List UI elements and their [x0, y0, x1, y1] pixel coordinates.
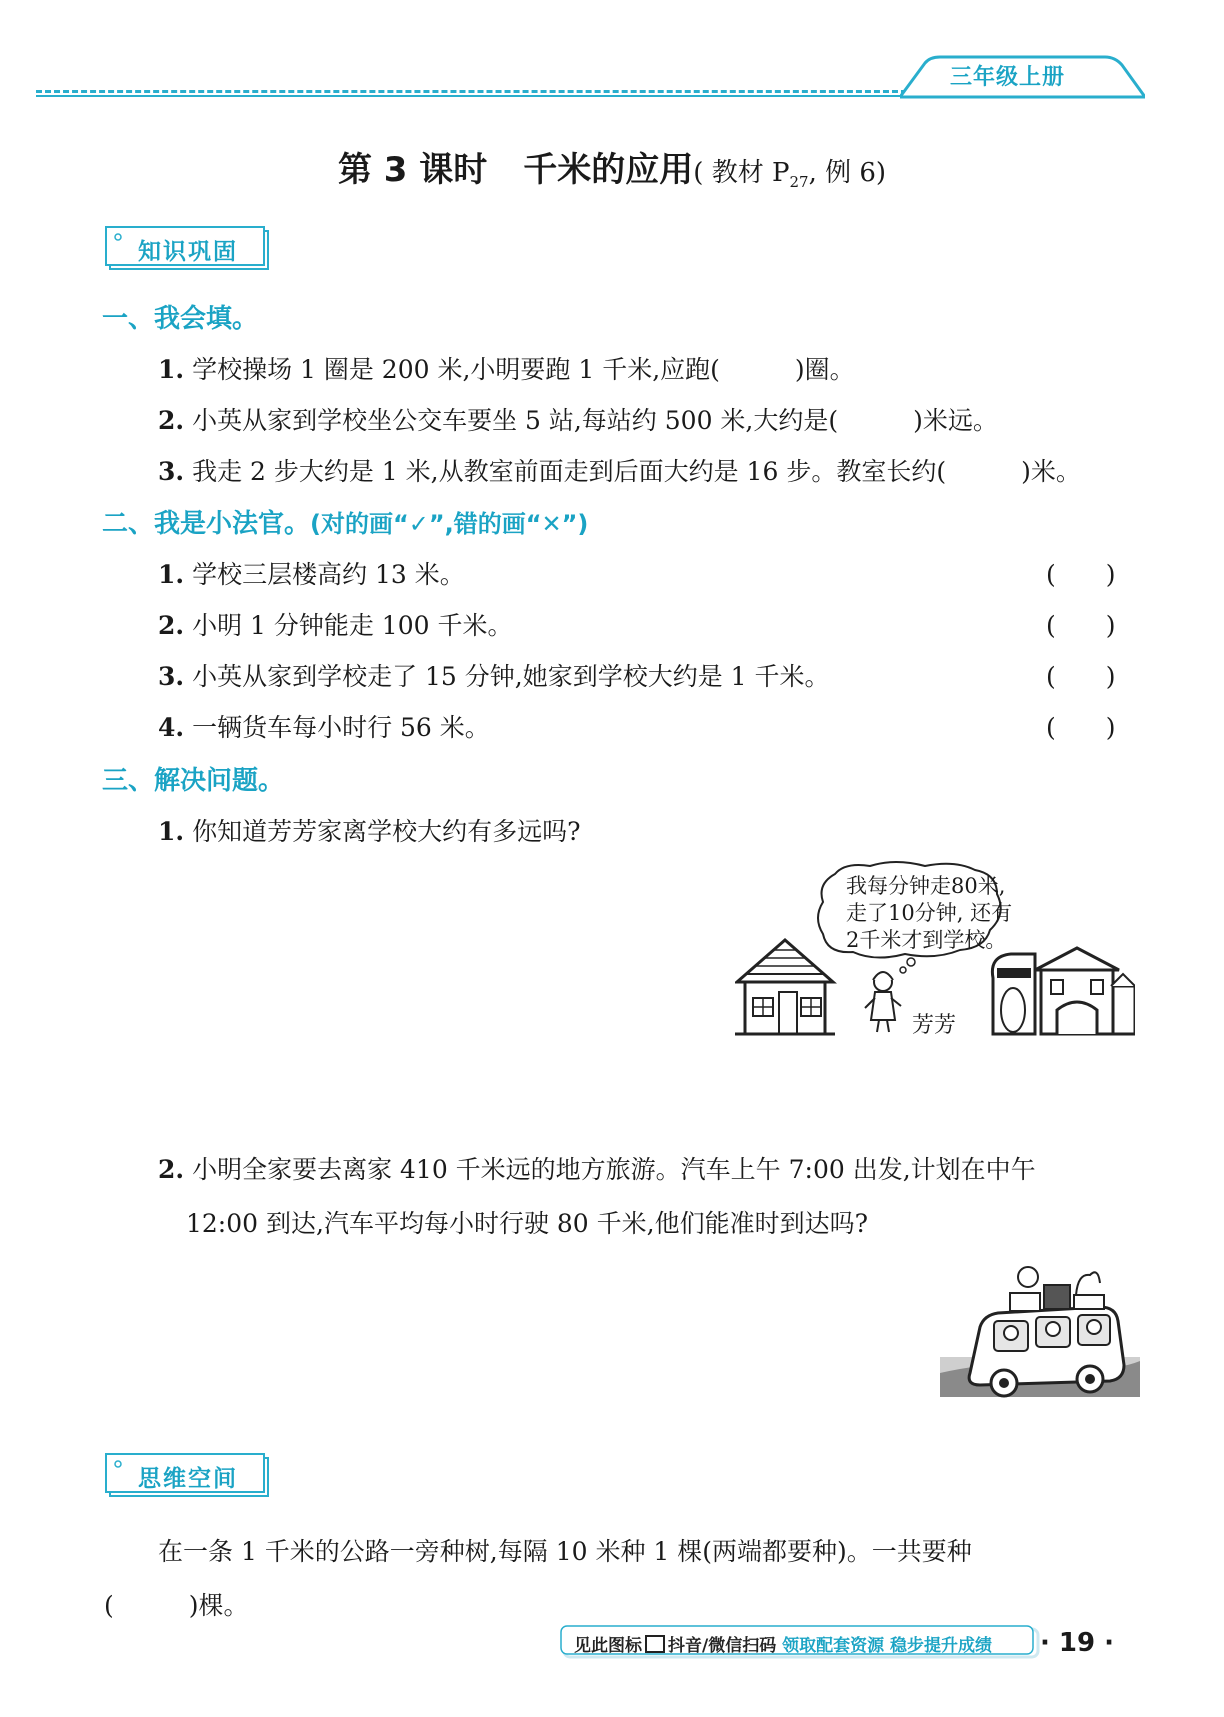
home-house-icon	[735, 940, 835, 1034]
part2-question-2: 2. 小明 1 分钟能走 100 千米。	[158, 611, 513, 640]
part2-heading: 二、我是小法官。	[102, 509, 311, 539]
part2-question-3: 3. 小英从家到学校走了 15 分钟,她家到学校大约是 1 千米。	[158, 662, 830, 691]
header-rule	[36, 95, 916, 97]
school-building-icon	[992, 948, 1135, 1034]
page-title	[0, 142, 1224, 191]
part3-question-2-line2: 12:00 到达,汽车平均每小时行驶 80 千米,他们能准时到达吗?	[186, 1209, 868, 1238]
footer-banner-text: 见此图标 抖音/微信扫码 领取配套资源 稳步提升成绩	[574, 1636, 993, 1656]
part2-note: (对的画“✓”,错的画“✕”)	[310, 510, 589, 538]
girl-fangfang-icon	[865, 958, 915, 1032]
title-topic: 千米的应用	[523, 150, 694, 190]
speech-line-2: 走了10分钟, 还有	[846, 901, 1013, 925]
part2-heading-row	[102, 503, 588, 540]
header-dashed-line	[36, 90, 916, 93]
part3-question-1: 1. 你知道芳芳家离学校大约有多远吗?	[158, 817, 581, 846]
section-title-knowledge: 知识巩固	[138, 239, 238, 265]
part2-question-4: 4. 一辆货车每小时行 56 米。	[158, 713, 490, 742]
page-number: · 19 ·	[1040, 1628, 1115, 1658]
grade-tab-label: 三年级上册	[950, 65, 1066, 90]
family-car-illustration	[940, 1255, 1140, 1405]
title-lesson: 第 3 课时	[337, 150, 488, 190]
part3-question-2-line1: 2. 小明全家要去离家 410 千米远的地方旅游。汽车上午 7:00 出发,计划在中午	[158, 1155, 1036, 1184]
thinking-question-line1: 在一条 1 千米的公路一旁种树,每隔 10 米种 1 棵(两端都要种)。一共要种	[158, 1537, 972, 1566]
speech-line-3: 2千米才到学校。	[846, 928, 1007, 952]
part2-answer-4[interactable]: ( )	[1046, 713, 1116, 742]
part1-question-2: 2. 小英从家到学校坐公交车要坐 5 站,每站约 500 米,大约是( )米远。	[158, 406, 998, 435]
part2-question-1: 1. 学校三层楼高约 13 米。	[158, 560, 465, 589]
part2-answer-3[interactable]: ( )	[1046, 662, 1116, 691]
thinking-question-line2: ( )棵。	[104, 1591, 249, 1620]
car-icon	[969, 1307, 1124, 1396]
qr-scan-icon	[645, 1635, 665, 1653]
part1-question-1: 1. 学校操场 1 圈是 200 米,小明要跑 1 千米,应跑( )圈。	[158, 355, 855, 384]
section-title-thinking: 思维空间	[138, 1466, 238, 1492]
speech-line-1: 我每分钟走80米,	[846, 874, 1006, 898]
part2-answer-2[interactable]: ( )	[1046, 611, 1116, 640]
part3-heading: 三、解决问题。	[102, 766, 285, 796]
luggage-icon	[1010, 1267, 1104, 1311]
part1-heading: 一、我会填。	[102, 304, 259, 334]
girl-name-label: 芳芳	[912, 1013, 957, 1038]
part2-answer-1[interactable]: ( )	[1046, 560, 1116, 589]
speech-text	[846, 873, 1012, 954]
part1-question-3: 3. 我走 2 步大约是 1 米,从教室前面走到后面大约是 16 步。教室长约( )米。	[158, 457, 1081, 486]
title-sub: ( 教材 $P_{27}$, 例 6)	[693, 158, 887, 192]
